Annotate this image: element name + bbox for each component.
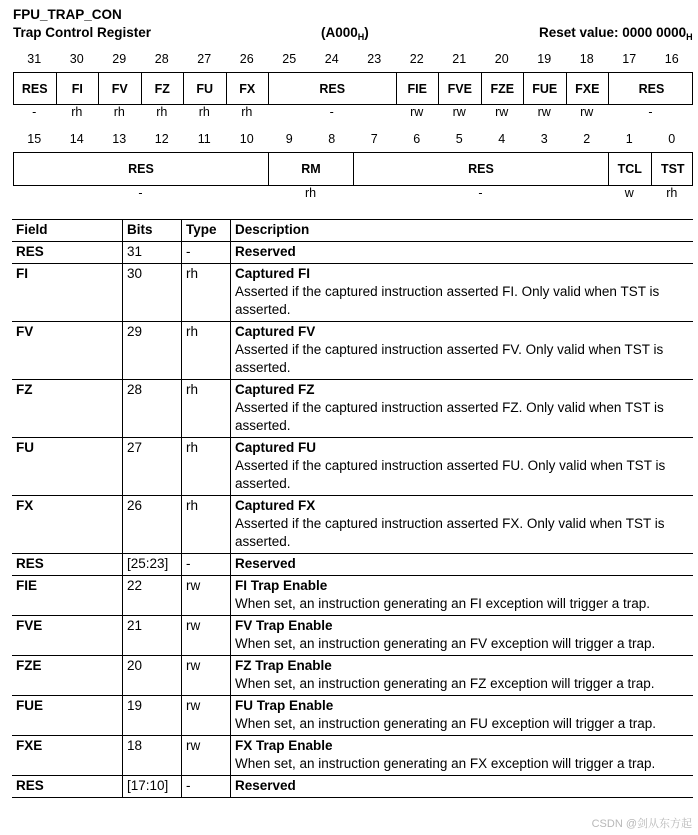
type-cell: rw — [182, 616, 231, 656]
register-field-fz: FZ — [142, 73, 185, 104]
description-cell — [231, 554, 694, 576]
table-row — [12, 656, 693, 696]
column-header-bits: Bits — [123, 220, 182, 242]
type-cell: rw — [182, 696, 231, 736]
type-cell: - — [182, 554, 231, 576]
reset-value-text: Reset value: 0000 0000 — [539, 25, 687, 40]
bit-number: 0 — [668, 132, 676, 146]
bit-number: 2 — [583, 132, 591, 146]
bits-cell: [25:23] — [123, 554, 182, 576]
bits-cell: 30 — [123, 264, 182, 322]
description-text: Asserted if the captured instruction asserted FI. Only valid when TST is asserted. — [235, 284, 660, 317]
register-field-fze: FZE — [482, 73, 525, 104]
bit-number: 4 — [498, 132, 506, 146]
description-cell — [231, 576, 694, 616]
access-type: rh — [156, 105, 168, 119]
description-cell — [231, 616, 694, 656]
register-description: Trap Control Register — [13, 25, 152, 40]
description-title: FI Trap Enable — [235, 578, 328, 593]
access-type: - — [648, 105, 653, 119]
field-name-cell: FXE — [12, 736, 123, 776]
access-type: rw — [410, 105, 424, 119]
bit-number: 6 — [413, 132, 421, 146]
bits-cell: 26 — [123, 496, 182, 554]
field-name-cell: FUE — [12, 696, 123, 736]
description-title: FX Trap Enable — [235, 738, 333, 753]
register-field-fv: FV — [99, 73, 142, 104]
access-type: - — [32, 105, 37, 119]
access-type: rh — [198, 105, 210, 119]
field-name-cell: FV — [12, 322, 123, 380]
field-name-cell: FX — [12, 496, 123, 554]
register-field-tcl: TCL — [609, 153, 652, 185]
bit-number: 20 — [494, 52, 509, 66]
bit-number: 29 — [112, 52, 127, 66]
bit-number: 11 — [197, 132, 211, 146]
register-name: FPU_TRAP_CON — [13, 7, 122, 22]
reset-hex-suffix: H — [686, 32, 693, 42]
table-row — [12, 496, 693, 554]
type-cell: rh — [182, 322, 231, 380]
description-text: When set, an instruction generating an FU exception will trigger a trap. — [235, 716, 656, 731]
type-cell: rh — [182, 496, 231, 554]
bit-number: 9 — [285, 132, 293, 146]
description-cell — [231, 380, 694, 438]
type-cell: rw — [182, 736, 231, 776]
bits-cell: 31 — [123, 242, 182, 264]
field-description-table — [12, 219, 693, 798]
reset-value — [539, 25, 693, 42]
table-row — [12, 264, 693, 322]
field-name-cell: FU — [12, 438, 123, 496]
lower-register-fields — [13, 152, 693, 186]
description-text: When set, an instruction generating an FV exception will trigger a trap. — [235, 636, 656, 651]
type-cell: rh — [182, 380, 231, 438]
access-type: w — [624, 186, 634, 200]
register-field-res: RES — [14, 73, 57, 104]
address-value: (A000 — [321, 25, 358, 40]
access-type: rw — [495, 105, 509, 119]
register-field-res: RES — [638, 81, 665, 96]
description-text: When set, an instruction generating an FI exception will trigger a trap. — [235, 596, 650, 611]
bit-number: 14 — [69, 132, 84, 146]
bits-cell: 21 — [123, 616, 182, 656]
register-field-res: RES — [269, 73, 397, 104]
bit-number: 25 — [282, 52, 297, 66]
access-type: rh — [113, 105, 125, 119]
description-title: Captured FX — [235, 498, 316, 513]
bits-cell: 18 — [123, 736, 182, 776]
bits-cell: 20 — [123, 656, 182, 696]
bit-number: 30 — [69, 52, 84, 66]
bit-number: 3 — [540, 132, 548, 146]
bit-number: 17 — [622, 52, 637, 66]
description-text: Asserted if the captured instruction asserted FV. Only valid when TST is asserted. — [235, 342, 664, 375]
register-field-rm: RM — [269, 153, 354, 185]
description-title: FU Trap Enable — [235, 698, 334, 713]
field-name-cell: FZ — [12, 380, 123, 438]
field-name-cell: FI — [12, 264, 123, 322]
register-field-fue: FUE — [524, 73, 567, 104]
description-title: Captured FI — [235, 266, 311, 281]
bits-cell: 29 — [123, 322, 182, 380]
bit-number: 19 — [537, 52, 552, 66]
field-name-cell: FVE — [12, 616, 123, 656]
table-row — [12, 576, 693, 616]
description-text: When set, an instruction generating an FZ exception will trigger a trap. — [235, 676, 655, 691]
register-field-fie: FIE — [397, 73, 440, 104]
description-title: FV Trap Enable — [235, 618, 333, 633]
bit-number: 5 — [455, 132, 463, 146]
register-field-fxe: FXE — [567, 73, 610, 104]
bit-number: 27 — [197, 52, 212, 66]
description-cell — [231, 438, 694, 496]
type-cell: - — [182, 242, 231, 264]
register-field-tst: TST — [660, 162, 685, 176]
description-cell — [231, 242, 694, 264]
access-type: rh — [71, 105, 83, 119]
access-type: rh — [241, 105, 253, 119]
description-text: Asserted if the captured instruction asserted FZ. Only valid when TST is asserted. — [235, 400, 664, 433]
register-field-res: RES — [14, 153, 269, 185]
register-field-fi: FI — [57, 73, 100, 104]
bit-number: 15 — [27, 132, 42, 146]
type-cell: - — [182, 776, 231, 798]
bit-number: 22 — [409, 52, 424, 66]
type-cell: rw — [182, 656, 231, 696]
description-title: Captured FV — [235, 324, 316, 339]
bit-number: 31 — [27, 52, 42, 66]
description-title: Reserved — [235, 556, 296, 571]
type-cell: rh — [182, 264, 231, 322]
description-text: Asserted if the captured instruction asserted FX. Only valid when TST is asserted. — [235, 516, 665, 549]
bits-cell: [17:10] — [123, 776, 182, 798]
register-address — [321, 25, 369, 42]
bit-number: 23 — [367, 52, 382, 66]
table-row — [12, 736, 693, 776]
table-row — [12, 776, 693, 798]
table-header-row — [12, 220, 693, 242]
register-field-fx: FX — [227, 73, 270, 104]
access-type: - — [138, 186, 143, 200]
access-type: rw — [537, 105, 551, 119]
description-title: Captured FZ — [235, 382, 315, 397]
table-row — [12, 616, 693, 656]
description-title: Reserved — [235, 244, 296, 259]
bit-number: 10 — [239, 132, 254, 146]
access-type: rh — [666, 186, 678, 200]
description-text: When set, an instruction generating an FX exception will trigger a trap. — [235, 756, 656, 771]
field-name-cell: RES — [12, 554, 123, 576]
description-cell — [231, 322, 694, 380]
register-field-fu: FU — [184, 73, 227, 104]
bit-number: 28 — [154, 52, 169, 66]
field-name-cell: RES — [12, 242, 123, 264]
description-cell — [231, 656, 694, 696]
register-field-res: RES — [354, 153, 609, 185]
type-cell: rw — [182, 576, 231, 616]
description-title: Reserved — [235, 778, 296, 793]
bit-number: 18 — [579, 52, 594, 66]
description-cell — [231, 776, 694, 798]
upper-register-fields — [13, 72, 693, 105]
access-type: - — [329, 105, 334, 119]
bits-cell: 28 — [123, 380, 182, 438]
description-cell — [231, 264, 694, 322]
bits-cell: 27 — [123, 438, 182, 496]
table-row — [12, 242, 693, 264]
column-header-type: Type — [182, 220, 231, 242]
table-row — [12, 696, 693, 736]
bit-number: 12 — [154, 132, 169, 146]
column-header-field: Field — [12, 220, 123, 242]
access-type: - — [478, 186, 483, 200]
access-type: rw — [452, 105, 466, 119]
description-title: FZ Trap Enable — [235, 658, 332, 673]
register-field-fve: FVE — [439, 73, 482, 104]
bit-number: 24 — [324, 52, 339, 66]
field-name-cell: FIE — [12, 576, 123, 616]
bit-number: 26 — [239, 52, 254, 66]
address-hex-suffix: H — [357, 32, 365, 42]
bit-number: 16 — [664, 52, 679, 66]
bit-number: 1 — [625, 132, 633, 146]
bit-number: 21 — [452, 52, 467, 66]
type-cell: rh — [182, 438, 231, 496]
bit-number: 7 — [370, 132, 378, 146]
table-row — [12, 322, 693, 380]
column-header-description: Description — [231, 220, 694, 242]
access-type: rh — [304, 186, 317, 200]
description-cell — [231, 496, 694, 554]
table-row — [12, 554, 693, 576]
table-row — [12, 438, 693, 496]
field-name-cell: RES — [12, 776, 123, 798]
description-cell — [231, 696, 694, 736]
description-cell — [231, 736, 694, 776]
bit-number: 13 — [112, 132, 127, 146]
bits-cell: 19 — [123, 696, 182, 736]
table-row — [12, 380, 693, 438]
field-name-cell: FZE — [12, 656, 123, 696]
address-close: ) — [364, 25, 369, 40]
access-type: rw — [580, 105, 594, 119]
description-title: Captured FU — [235, 440, 316, 455]
bits-cell: 22 — [123, 576, 182, 616]
description-text: Asserted if the captured instruction asserted FU. Only valid when TST is asserted. — [235, 458, 666, 491]
bit-number: 8 — [328, 132, 336, 146]
watermark: CSDN @剑从东方起 — [591, 818, 692, 830]
